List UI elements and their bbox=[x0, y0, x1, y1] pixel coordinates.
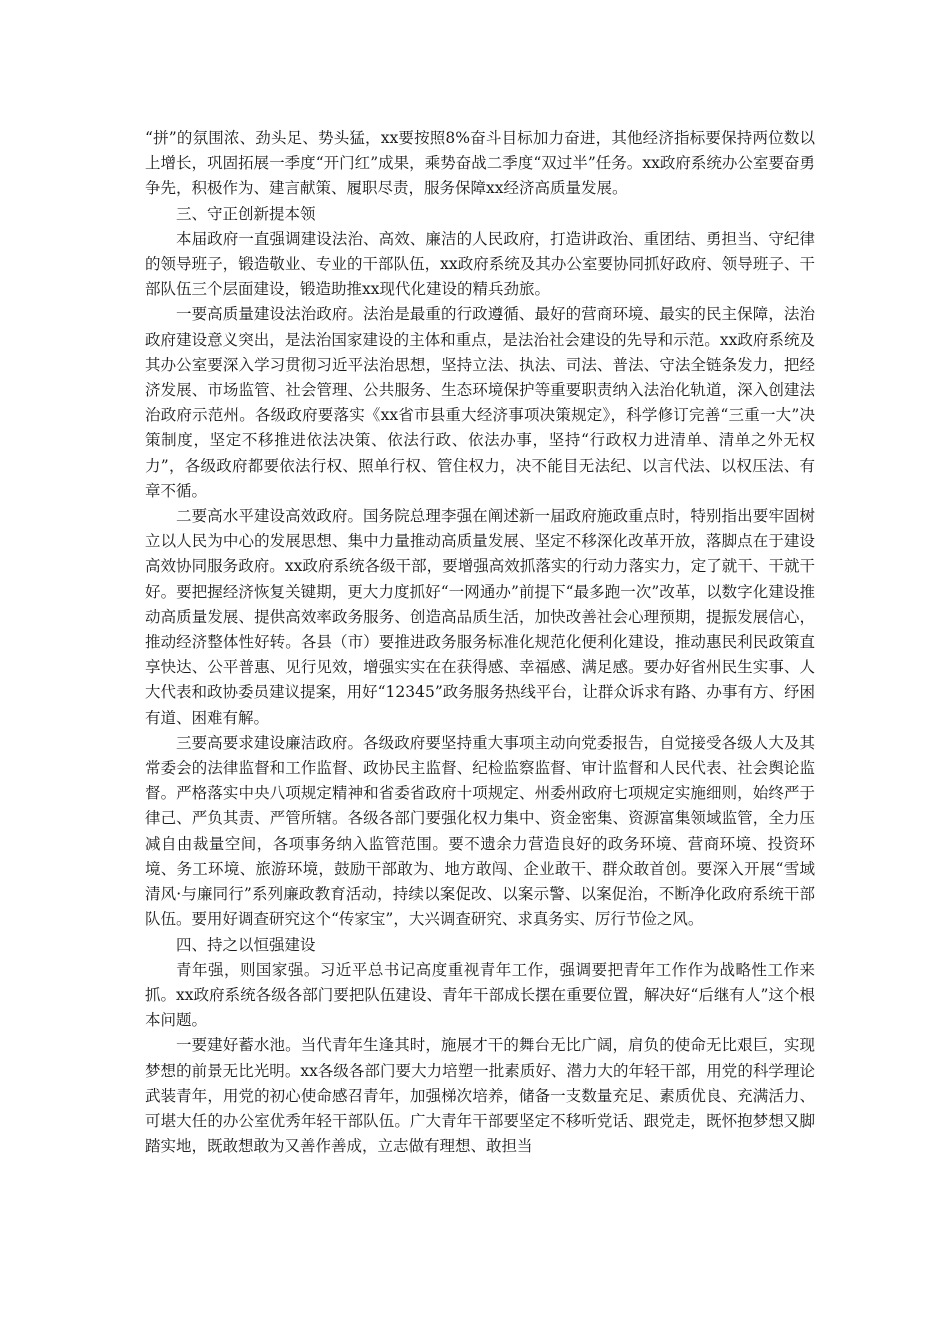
paragraph: 一要建好蓄水池。当代青年生逢其时，施展才干的舞台无比广阔，肩负的使命无比艰巨，实现梦想的前景无比光明。xx各级各部门要大力培塑一批素质好、潜力大的年轻干部，用党的科学理论武装青年，用党的初心使命感召青年，加强梯次培养，储备一支数量充足、素质优良、充满活力、可堪大任的办公室优秀年轻干部队伍。广大青年干部要坚定不移听党话、跟党走，既怀抱梦想又脚踏实地，既敢想敢为又善作善成，立志做有理想、敢担当 bbox=[145, 1036, 815, 1156]
section-heading-3: 三、守正创新提本领 bbox=[176, 204, 316, 223]
paragraph-continued: “拼”的氛围浓、劲头足、势头猛，xx要按照8%奋斗目标加力奋进，其他经济指标要保持两位数以上增长，巩固拓展一季度“开门红”成果，乘势奋战二季度“双过半”任务。xx政府系统办公室要奋勇争先，积极作为、建言献策、履职尽责，服务保障xx经济高质量发展。 bbox=[145, 129, 815, 198]
section-heading-4: 四、持之以恒强建设 bbox=[176, 935, 316, 954]
paragraph: 三要高要求建设廉洁政府。各级政府要坚持重大事项主动向党委报告，自觉接受各级人大及其常委会的法律监督和工作监督、政协民主监督、纪检监察监督、审计监督和人民代表、社会舆论监督。严格落实中央八项规定精神和省委省政府十项规定、州委州政府七项规定实施细则，始终严于律己、严负其责、严管所辖。各级各部门要强化权力集中、资金密集、资源富集领域监管，全力压减自由裁量空间，各项事务纳入监管范围。要不遗余力营造良好的政务环境、营商环境、投资环境、务工环境、旅游环境，鼓励干部敢为、地方敢闯、企业敢干、群众敢首创。要深入开展“雪域清风·与廉同行”系列廉政教育活动，持续以案促改、以案示警、以案促治，不断净化政府系统干部队伍。要用好调查研究这个“传家宝”，大兴调查研究、求真务实、厉行节俭之风。 bbox=[145, 733, 815, 929]
paragraph: 二要高水平建设高效政府。国务院总理李强在阐述新一届政府施政重点时，特别指出要牢固树立以人民为中心的发展思想、集中力量推动高质量发展、坚定不移深化改革开放，落脚点在于建设高效协同服务政府。xx政府系统各级干部，要增强高效抓落实的行动力落实力，定了就干、干就干好。要把握经济恢复关键期，更大力度抓好“一网通办”前提下“最多跑一次”改革，以数字化建设推动高质量发展、提供高效率政务服务、创造高品质生活，加快改善社会心理预期，提振发展信心，推动经济整体性好转。各县（市）要推进政务服务标准化规范化便利化建设，推动惠民利民政策直享快达、公平普惠、见行见效，增强实实在在获得感、幸福感、满足感。要办好省州民生实事、人大代表和政协委员建议提案，用好“12345”政务服务热线平台，让群众诉求有路、办事有方、纾困有道、困难有解。 bbox=[145, 507, 815, 727]
document-page bbox=[145, 126, 815, 1159]
paragraph: 本届政府一直强调建设法治、高效、廉洁的人民政府，打造讲政治、重团结、勇担当、守纪律的领导班子，锻造敬业、专业的干部队伍，xx政府系统及其办公室要协同抓好政府、领导班子、干部队伍三个层面建设，锻造助推xx现代化建设的精兵劲旅。 bbox=[145, 229, 815, 299]
paragraph: 一要高质量建设法治政府。法治是最重的行政遵循、最好的营商环境、最实的民主保障，法治政府建设意义突出，是法治国家建设的主体和重点，是法治社会建设的先导和示范。xx政府系统及其办公室要深入学习贯彻习近平法治思想，坚持立法、执法、司法、普法、守法全链条发力，把经济发展、市场监管、社会管理、公共服务、生态环境保护等重要职责纳入法治化轨道，深入创建法治政府示范州。各级政府要落实《xx省市县重大经济事项决策规定》，科学修订完善“三重一大”决策制度，坚定不移推进依法决策、依法行政、依法办事，坚持“行政权力进清单、清单之外无权力”，各级政府都要依法行权、照单行权、管住权力，决不能目无法纪、以言代法、以权压法、有章不循。 bbox=[145, 305, 815, 500]
paragraph: 青年强，则国家强。习近平总书记高度重视青年工作，强调要把青年工作作为战略性工作来抓。xx政府系统各级各部门要把队伍建设、青年干部成长摆在重要位置，解决好“后继有人”这个根本问题。 bbox=[145, 960, 815, 1030]
